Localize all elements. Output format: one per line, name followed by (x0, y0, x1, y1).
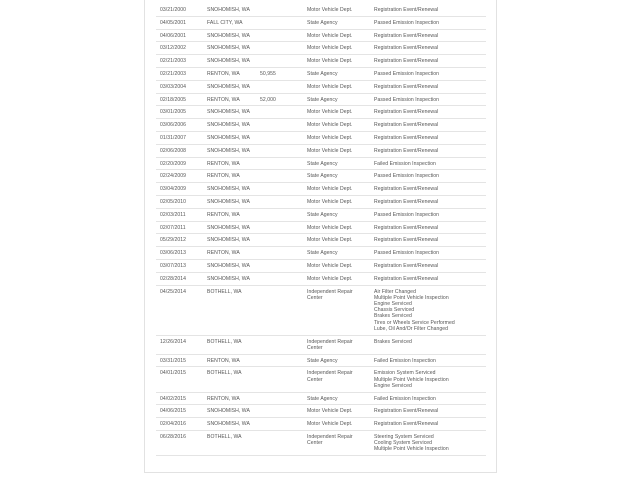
record-source-line: Motor Vehicle Dept. (307, 408, 353, 415)
record-detail-line: Lube, Oil And/Or Filter Changed (374, 325, 449, 332)
record-source-line: State Agency (307, 211, 338, 218)
record-source (307, 173, 338, 179)
table-row (156, 42, 486, 55)
record-date: 03/06/2013 (160, 250, 186, 257)
record-location: SNOHOMISH, WA (207, 275, 250, 282)
record-source (307, 135, 352, 141)
record-source-line: Independent Repair (307, 370, 353, 377)
record-source (307, 263, 352, 269)
record-details (374, 135, 438, 141)
record-detail-line: Brakes Serviced (374, 313, 412, 320)
record-location: SNOHOMISH, WA (207, 45, 250, 52)
table-row (156, 367, 486, 392)
record-location: BOTHELL, WA (207, 370, 242, 377)
record-details (374, 7, 438, 13)
record-detail-line: Registration Event/Renewal (374, 198, 439, 205)
record-detail-line: Registration Event/Renewal (374, 7, 439, 13)
record-detail-line: Registration Event/Renewal (374, 45, 439, 52)
record-source-line: State Agency (307, 160, 338, 167)
table-row (156, 336, 486, 355)
record-location: SNOHOMISH, WA (207, 83, 250, 90)
table-row (156, 260, 486, 273)
record-detail-line: Registration Event/Renewal (374, 237, 439, 244)
record-source-line: Motor Vehicle Dept. (307, 45, 353, 52)
table-row (156, 132, 486, 145)
record-source-line: Motor Vehicle Dept. (307, 198, 353, 205)
record-detail-line: Failed Emission Inspection (374, 395, 436, 402)
record-location: SNOHOMISH, WA (207, 58, 250, 65)
record-location: SNOHOMISH, WA (207, 421, 250, 428)
record-source (307, 7, 352, 13)
record-location: RENTON, WA (207, 70, 240, 77)
record-detail-line: Emission System Serviced (374, 370, 436, 377)
record-details (374, 212, 439, 218)
record-date: 03/03/2004 (160, 83, 186, 90)
record-details (374, 161, 436, 167)
record-source-line: Center (307, 344, 323, 351)
record-details (374, 173, 439, 179)
table-row (156, 4, 486, 17)
record-detail-line: Registration Event/Renewal (374, 122, 439, 129)
record-source-line: Motor Vehicle Dept. (307, 186, 353, 193)
record-detail-line: Registration Event/Renewal (374, 109, 439, 116)
record-date: 03/06/2006 (160, 122, 186, 129)
record-date: 04/02/2015 (160, 395, 186, 402)
record-detail-line: Passed Emission Inspection (374, 96, 440, 103)
record-source (307, 97, 338, 103)
record-date: 03/21/2000 (160, 7, 186, 13)
record-details (374, 225, 438, 231)
record-detail-line: Passed Emission Inspection (374, 70, 440, 77)
record-source (307, 250, 338, 256)
record-detail-line: Registration Event/Renewal (374, 224, 439, 231)
record-date: 02/05/2010 (160, 198, 186, 205)
record-details (374, 84, 438, 90)
record-detail-line: Passed Emission Inspection (374, 211, 440, 218)
record-source-line: Motor Vehicle Dept. (307, 83, 353, 90)
record-detail-line: Registration Event/Renewal (374, 408, 439, 415)
record-source-line: State Agency (307, 96, 338, 103)
record-date: 04/25/2014 (160, 288, 186, 295)
record-date: 02/21/2003 (160, 70, 186, 77)
record-details (374, 109, 438, 115)
record-detail-line: Multiple Point Vehicle Inspection (374, 446, 449, 453)
record-source-line: Motor Vehicle Dept. (307, 224, 353, 231)
table-row (156, 196, 486, 209)
vehicle-history-table (156, 4, 486, 456)
record-location: RENTON, WA (207, 96, 240, 103)
table-row (156, 273, 486, 286)
record-source (307, 212, 338, 218)
record-detail-line: Registration Event/Renewal (374, 421, 439, 428)
table-row (156, 418, 486, 431)
record-details (374, 148, 438, 154)
record-detail-line: Registration Event/Renewal (374, 186, 439, 193)
record-date: 02/24/2009 (160, 173, 186, 180)
record-detail-line: Registration Event/Renewal (374, 83, 439, 90)
record-odometer: 50,955 (260, 70, 276, 77)
record-location: SNOHOMISH, WA (207, 186, 250, 193)
record-location: BOTHELL, WA (207, 433, 242, 440)
table-row (156, 68, 486, 81)
record-source-line: Center (307, 440, 323, 447)
record-source (307, 84, 352, 90)
record-location: RENTON, WA (207, 250, 240, 257)
record-location: SNOHOMISH, WA (207, 7, 250, 13)
record-source-line: Motor Vehicle Dept. (307, 262, 353, 269)
record-details (374, 122, 438, 128)
record-details (374, 250, 439, 256)
record-date: 02/21/2003 (160, 58, 186, 65)
table-row (156, 119, 486, 132)
record-source (307, 434, 353, 446)
record-source (307, 225, 352, 231)
record-source-line: Motor Vehicle Dept. (307, 32, 353, 39)
table-row (156, 234, 486, 247)
record-detail-line: Engine Serviced (374, 382, 412, 389)
record-detail-line: Brakes Serviced (374, 338, 412, 345)
record-details (374, 186, 438, 192)
record-source (307, 71, 338, 77)
table-row (156, 170, 486, 183)
table-row (156, 106, 486, 119)
record-detail-line: Tires or Wheels Service Performed (374, 319, 455, 326)
record-source (307, 20, 338, 26)
record-details (374, 97, 439, 103)
table-row (156, 209, 486, 222)
record-source (307, 45, 352, 51)
record-location: SNOHOMISH, WA (207, 408, 250, 415)
record-source-line: State Agency (307, 250, 338, 257)
record-location: RENTON, WA (207, 211, 240, 218)
record-details (374, 45, 438, 51)
record-details (374, 434, 449, 453)
record-source-line: State Agency (307, 173, 338, 180)
record-location: FALL CITY, WA (207, 19, 243, 26)
record-source-line: Motor Vehicle Dept. (307, 147, 353, 154)
record-date: 02/06/2008 (160, 147, 186, 154)
record-location: SNOHOMISH, WA (207, 32, 250, 39)
record-source (307, 186, 352, 192)
record-detail-line: Registration Event/Renewal (374, 58, 439, 65)
record-source-line: Independent Repair (307, 338, 353, 345)
record-date: 02/20/2009 (160, 160, 186, 167)
record-source (307, 358, 338, 364)
record-detail-line: Engine Serviced (374, 300, 412, 307)
record-location: SNOHOMISH, WA (207, 147, 250, 154)
record-date: 04/06/2015 (160, 408, 186, 415)
record-source-line: Independent Repair (307, 288, 353, 295)
record-location: BOTHELL, WA (207, 338, 242, 345)
record-source-line: State Agency (307, 357, 338, 364)
record-date: 03/07/2013 (160, 262, 186, 269)
record-date: 04/01/2015 (160, 370, 186, 377)
record-details (374, 421, 438, 427)
table-row (156, 81, 486, 94)
record-detail-line: Air Filter Changed (374, 288, 416, 295)
record-date: 01/31/2007 (160, 134, 186, 141)
record-source-line: Motor Vehicle Dept. (307, 58, 353, 65)
record-date: 04/05/2001 (160, 19, 186, 26)
record-details (374, 71, 439, 77)
record-source-line: Motor Vehicle Dept. (307, 237, 353, 244)
record-detail-line: Registration Event/Renewal (374, 147, 439, 154)
record-location: RENTON, WA (207, 395, 240, 402)
record-detail-line: Multiple Point Vehicle Inspection (374, 376, 449, 383)
record-location: RENTON, WA (207, 173, 240, 180)
record-source-line: Center (307, 376, 323, 383)
table-row (156, 393, 486, 406)
record-source-line: Motor Vehicle Dept. (307, 421, 353, 428)
record-date: 03/01/2005 (160, 109, 186, 116)
record-details (374, 20, 439, 26)
table-row (156, 222, 486, 235)
record-date: 02/28/2014 (160, 275, 186, 282)
record-source-line: Motor Vehicle Dept. (307, 109, 353, 116)
record-details (374, 33, 438, 39)
record-location: SNOHOMISH, WA (207, 109, 250, 116)
record-source (307, 109, 352, 115)
record-details (374, 358, 436, 364)
record-location: SNOHOMISH, WA (207, 134, 250, 141)
record-location: BOTHELL, WA (207, 288, 242, 295)
table-row (156, 17, 486, 30)
record-source-line: Center (307, 294, 323, 301)
table-row (156, 286, 486, 336)
table-row (156, 247, 486, 260)
record-details (374, 370, 449, 389)
record-source (307, 276, 352, 282)
record-detail-line: Failed Emission Inspection (374, 160, 436, 167)
table-row (156, 94, 486, 107)
record-location: SNOHOMISH, WA (207, 237, 250, 244)
record-detail-line: Chassis Serviced (374, 307, 415, 314)
record-date: 02/04/2016 (160, 421, 186, 428)
record-source-line: State Agency (307, 395, 338, 402)
record-date: 03/31/2015 (160, 357, 186, 364)
record-source-line: Motor Vehicle Dept. (307, 275, 353, 282)
record-source-line: Motor Vehicle Dept. (307, 122, 353, 129)
record-detail-line: Multiple Point Vehicle Inspection (374, 294, 449, 301)
record-source (307, 148, 352, 154)
record-details (374, 263, 438, 269)
record-details (374, 199, 438, 205)
record-source (307, 370, 353, 382)
record-source (307, 289, 353, 301)
record-details (374, 408, 438, 414)
record-location: RENTON, WA (207, 160, 240, 167)
record-location: SNOHOMISH, WA (207, 198, 250, 205)
record-detail-line: Registration Event/Renewal (374, 32, 439, 39)
record-source-line: Independent Repair (307, 433, 353, 440)
record-details (374, 58, 438, 64)
record-date: 04/06/2001 (160, 32, 186, 39)
table-row (156, 158, 486, 171)
record-date: 02/07/2011 (160, 224, 186, 231)
record-date: 02/18/2005 (160, 96, 186, 103)
record-date: 05/29/2012 (160, 237, 186, 244)
record-location: SNOHOMISH, WA (207, 122, 250, 129)
table-row (156, 431, 486, 456)
record-source (307, 33, 352, 39)
record-detail-line: Steering System Serviced (374, 433, 434, 440)
record-source-line: Motor Vehicle Dept. (307, 134, 353, 141)
record-detail-line: Passed Emission Inspection (374, 173, 440, 180)
record-date: 12/26/2014 (160, 338, 186, 345)
record-source (307, 237, 352, 243)
record-source (307, 58, 352, 64)
record-source-line: Motor Vehicle Dept. (307, 7, 353, 13)
record-source-line: State Agency (307, 19, 338, 26)
record-date: 06/28/2016 (160, 433, 186, 440)
record-details (374, 276, 438, 282)
record-details (374, 339, 412, 345)
record-date: 02/03/2011 (160, 211, 186, 218)
record-details (374, 237, 438, 243)
record-details (374, 396, 436, 402)
table-row (156, 30, 486, 43)
record-source (307, 421, 352, 427)
record-detail-line: Registration Event/Renewal (374, 275, 439, 282)
table-row (156, 55, 486, 68)
table-row (156, 355, 486, 368)
record-date: 03/12/2002 (160, 45, 186, 52)
table-row (156, 145, 486, 158)
table-row (156, 183, 486, 196)
record-detail-line: Failed Emission Inspection (374, 357, 436, 364)
table-row (156, 405, 486, 418)
record-detail-line: Passed Emission Inspection (374, 19, 440, 26)
record-location: SNOHOMISH, WA (207, 262, 250, 269)
record-detail-line: Registration Event/Renewal (374, 134, 439, 141)
record-source (307, 161, 338, 167)
record-detail-line: Cooling System Serviced (374, 440, 433, 447)
record-details (374, 289, 455, 332)
record-detail-line: Registration Event/Renewal (374, 262, 439, 269)
record-source (307, 408, 352, 414)
record-detail-line: Passed Emission Inspection (374, 250, 440, 257)
record-source (307, 199, 352, 205)
record-source (307, 122, 352, 128)
record-location: SNOHOMISH, WA (207, 224, 250, 231)
record-source (307, 339, 353, 351)
record-source-line: State Agency (307, 70, 338, 77)
record-odometer: 52,000 (260, 96, 276, 103)
record-source (307, 396, 338, 402)
record-location: RENTON, WA (207, 357, 240, 364)
record-date: 03/04/2009 (160, 186, 186, 193)
